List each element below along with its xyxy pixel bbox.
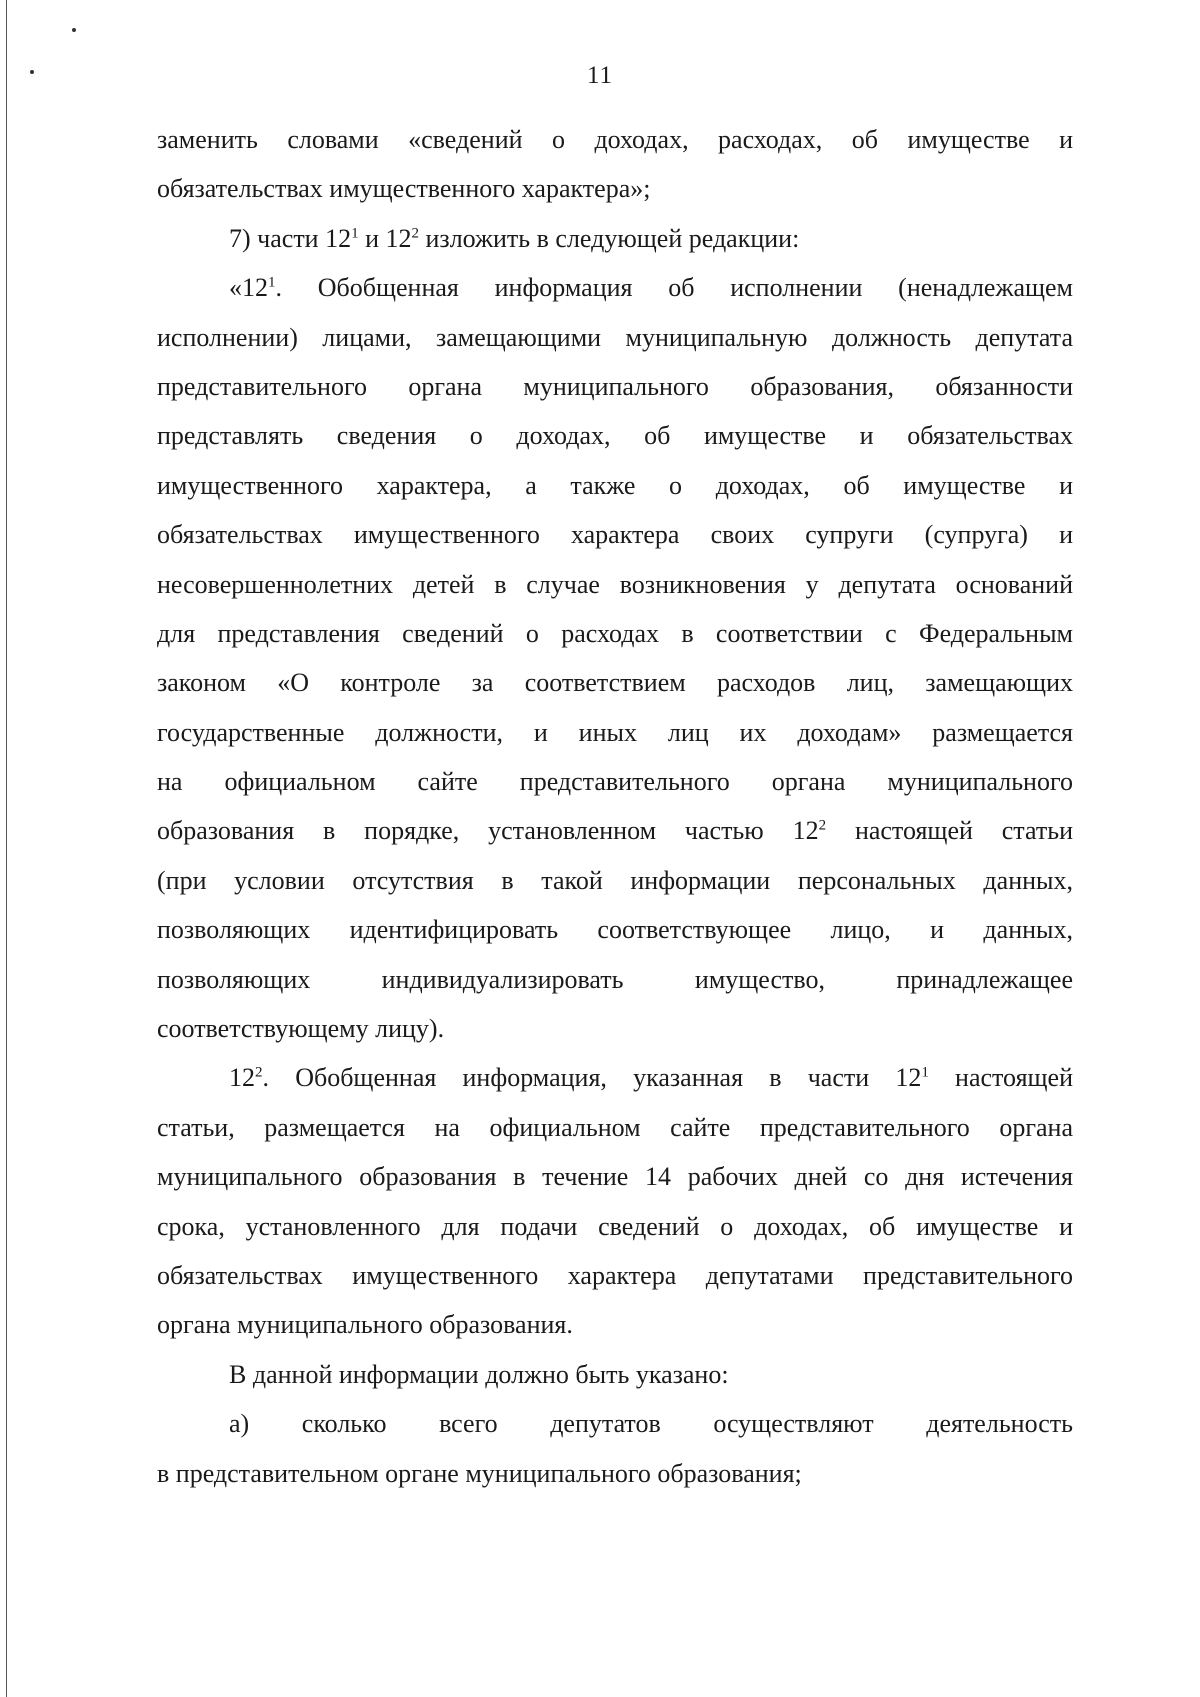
text-line: соответствующему лицу). bbox=[157, 1014, 445, 1044]
text-line: на официальном сайте представительного органа муниципального bbox=[157, 767, 1073, 797]
text-line: несовершеннолетних детей в случае возникновения у депутата оснований bbox=[157, 569, 1073, 599]
text-run: настоящей статьи bbox=[826, 816, 1073, 846]
superscript: 2 bbox=[411, 225, 420, 242]
text-run: 12 bbox=[229, 1063, 255, 1093]
text-line: обязательствах имущественного характера»; bbox=[157, 174, 651, 204]
text-line: обязательствах имущественного характера депутатами представительного bbox=[157, 1260, 1073, 1290]
superscript: 1 bbox=[351, 225, 359, 242]
text-run: и 12 bbox=[358, 223, 412, 253]
text-line: имущественного характера, а также о доходах, об имуществе и bbox=[157, 470, 1073, 500]
superscript: 1 bbox=[921, 1064, 929, 1081]
text-line: представлять сведения о доходах, об имуществе и обязательствах bbox=[157, 421, 1073, 451]
text-line: представительного органа муниципального образования, обязанности bbox=[157, 371, 1073, 401]
text-line: в представительном органе муниципального образования; bbox=[157, 1458, 802, 1488]
superscript: 2 bbox=[818, 817, 827, 834]
text-run: настоящей bbox=[928, 1063, 1073, 1093]
superscript: 1 bbox=[268, 274, 276, 291]
text-line: статьи, размещается на официальном сайте представительного органа bbox=[157, 1112, 1073, 1142]
text-line bbox=[157, 1053, 1073, 1102]
text-line: срока, установленного для подачи сведений о доходах, об имуществе и bbox=[157, 1211, 1073, 1241]
text-line: В данной информации должно быть указано: bbox=[229, 1359, 729, 1389]
text-line: позволяющих идентифицировать соответствующее лицо, и данных, bbox=[157, 915, 1073, 945]
text-run: изложить в следующей редакции: bbox=[419, 223, 800, 253]
text-line: исполнении) лицами, замещающими муниципальную должность депутата bbox=[157, 322, 1073, 352]
text-line bbox=[157, 806, 1073, 855]
text-line bbox=[157, 263, 1073, 312]
page-number: 11 bbox=[586, 62, 614, 89]
text-line: обязательствах имущественного характера своих супруги (супруга) и bbox=[157, 520, 1073, 550]
text-line: органа муниципального образования. bbox=[157, 1310, 573, 1340]
text-run: . Обобщенная информация, указанная в части 12 bbox=[262, 1063, 922, 1093]
scan-left-edge bbox=[6, 0, 7, 1697]
text-run: образования в порядке, установленном частью 12 bbox=[157, 816, 819, 846]
text-line: государственные должности, и иных лиц их доходам» размещается bbox=[157, 717, 1073, 747]
text-line: позволяющих индивидуализировать имущество, принадлежащее bbox=[157, 964, 1073, 994]
body-text bbox=[157, 115, 1073, 1498]
text-line: заменить словами «сведений о доходах, расходах, об имуществе и bbox=[157, 125, 1073, 154]
text-run: 7) части 12 bbox=[229, 223, 352, 253]
text-run: . Обобщенная информация об исполнении (ненадлежащем bbox=[275, 273, 1073, 303]
text-line: законом «О контроле за соответствием расходов лиц, замещающих bbox=[157, 668, 1073, 698]
text-run: «12 bbox=[229, 273, 268, 303]
text-line: для представления сведений о расходах в соответствии с Федеральным bbox=[157, 618, 1073, 648]
text-line bbox=[157, 214, 1073, 263]
text-line: (при условии отсутствия в такой информации персональных данных, bbox=[157, 865, 1073, 895]
text-line: муниципального образования в течение 14 рабочих дней со дня истечения bbox=[157, 1162, 1073, 1192]
superscript: 2 bbox=[255, 1064, 263, 1081]
text-line: а) сколько всего депутатов осуществляют деятельность bbox=[229, 1409, 1073, 1439]
scan-speck bbox=[72, 28, 76, 32]
